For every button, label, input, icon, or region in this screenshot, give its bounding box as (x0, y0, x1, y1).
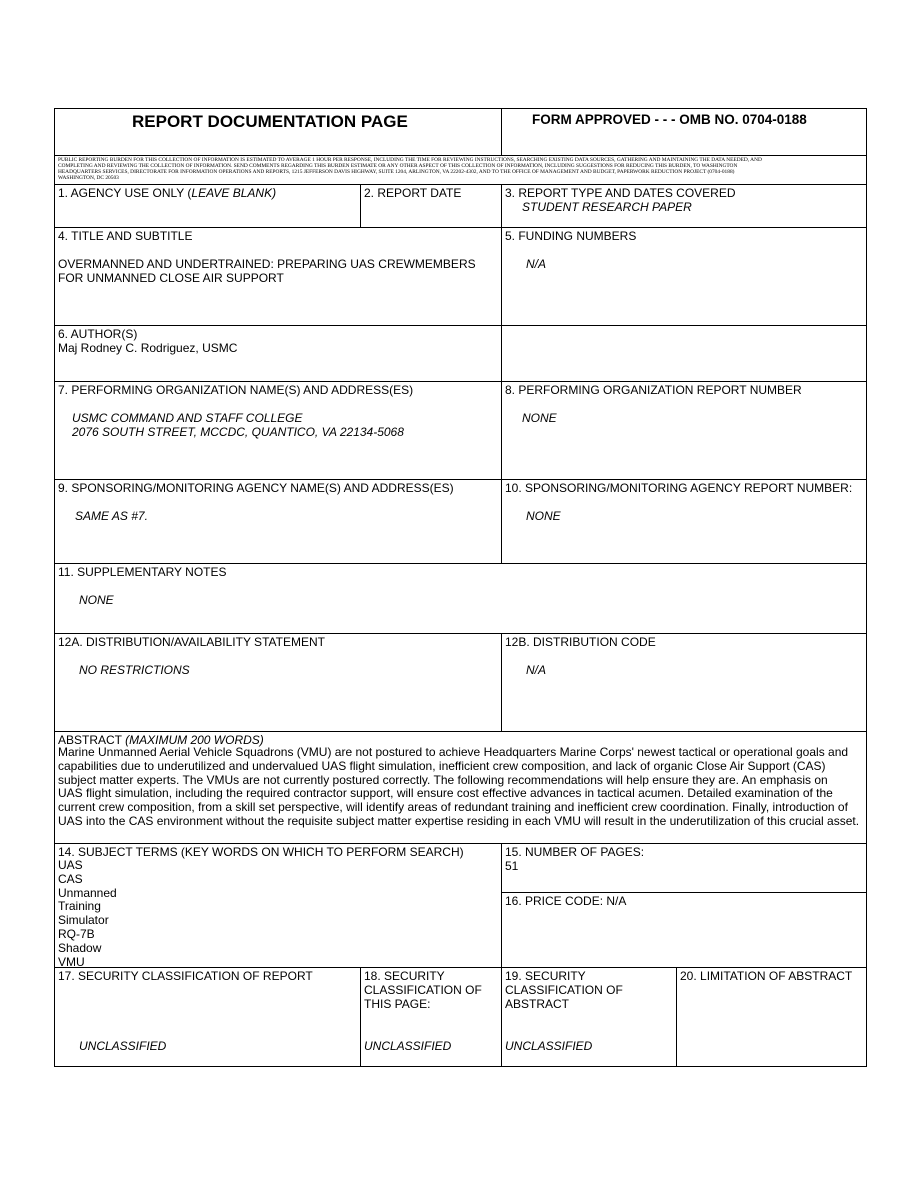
abstract-line: Marine Unmanned Aerial Vehicle Squadrons (VMU) are not postured to achieve Headquarters Marine Corps' newest tactical or operational goals and (58, 745, 849, 759)
block-12a-value: NO RESTRICTIONS (79, 663, 190, 677)
block-20-label: 20. LIMITATION OF ABSTRACT (680, 969, 853, 983)
block-3-label: 3. REPORT TYPE AND DATES COVERED (505, 186, 736, 200)
block-7-value-line2: 2076 SOUTH STREET, MCCDC, QUANTICO, VA 22134-5068 (72, 425, 404, 439)
abstract-text (58, 746, 866, 829)
block-14-label: 14. SUBJECT TERMS (KEY WORDS ON WHICH TO PERFORM SEARCH) (58, 845, 464, 859)
abstract-line: UAS into the CAS environment without the requisite subject matter expertise residing in each VMU will result in the underutilization of this crucial asset. (58, 813, 860, 828)
header-title-cell (55, 109, 501, 155)
block-12b-distribution-code[interactable] (501, 633, 866, 731)
block-15-value: 51 (505, 859, 519, 873)
block-10-sponsoring-report-number[interactable] (501, 479, 866, 563)
subject-terms-list (58, 859, 117, 969)
burden-notice (58, 157, 863, 181)
block-17-security-report[interactable] (55, 967, 360, 1066)
block-3-value: STUDENT RESEARCH PAPER (522, 200, 692, 214)
abstract-label-italic: (MAXIMUM 200 WORDS) (125, 733, 264, 747)
block-6-right-blank (501, 325, 866, 381)
block-18-value: UNCLASSIFIED (364, 1039, 452, 1053)
abstract-line: current crew composition, from a skill set perspective, will identify areas of redundant training and inefficient crew coordination. Finally, introduction of (58, 800, 848, 815)
page-title: REPORT DOCUMENTATION PAGE (132, 112, 408, 131)
block-18-label-line1: 18. SECURITY (364, 969, 445, 983)
block-16-label: 16. PRICE CODE: N/A (505, 894, 627, 908)
subject-term: VMU (58, 954, 85, 969)
block-10-value: NONE (526, 509, 561, 523)
abstract-label-text: ABSTRACT (58, 733, 126, 747)
block-18-label-line2: CLASSIFICATION OF (364, 983, 482, 997)
block-1-label-italic: LEAVE BLANK) (191, 186, 277, 200)
block-11-value: NONE (79, 593, 114, 607)
block-17-value: UNCLASSIFIED (79, 1039, 167, 1053)
block-19-security-abstract[interactable] (501, 967, 676, 1066)
block-16-price-code[interactable] (501, 892, 866, 967)
block-11-label: 11. SUPPLEMENTARY NOTES (58, 565, 227, 579)
subject-term: Unmanned (58, 885, 117, 900)
block-6-value: Maj Rodney C. Rodriguez, USMC (58, 341, 238, 355)
abstract-line: capabilities due to underutilized and undervalued UAS flight simulation, inefficient crew composition, and lack of organic Close Air Support (CAS) (58, 758, 826, 773)
block-7-value-line1: USMC COMMAND AND STAFF COLLEGE (72, 411, 303, 425)
block-17-label: 17. SECURITY CLASSIFICATION OF REPORT (58, 969, 313, 983)
block-11-supplementary-notes[interactable] (55, 563, 866, 633)
block-9-value: SAME AS #7. (75, 509, 148, 523)
block-19-label-line1: 19. SECURITY (505, 969, 586, 983)
block-12a-distribution-statement[interactable] (55, 633, 501, 731)
block-8-performing-report-number[interactable] (501, 381, 866, 479)
abstract-line: UAS flight simulation, including the required contractor support, will ensure cost effective advances in tactical acumen. Detailed examination of the (58, 786, 833, 801)
block-14-subject-terms[interactable] (55, 843, 501, 967)
block-4-value-line2: FOR UNMANNED CLOSE AIR SUPPORT (58, 271, 284, 285)
burden-notice-line: HEADQUARTERS SERVICES, DIRECTORATE FOR INFORMATION OPERATIONS AND REPORTS, 1215 JEFFERSON DAVIS HIGHWAY, SUITE 1204, ARLINGTON, VA 22202-4302, AND TO THE OFFICE OF MANAGEMENT AND BUDGET, PAPERWORK REDUCTION PROJECT (0704-0188) (58, 169, 735, 175)
header-approval-cell (501, 109, 866, 155)
block-19-value: UNCLASSIFIED (505, 1039, 593, 1053)
block-4-label: 4. TITLE AND SUBTITLE (58, 229, 193, 243)
burden-notice-line: PUBLIC REPORTING BURDEN FOR THIS COLLECTION OF INFORMATION IS ESTIMATED TO AVERAGE 1 HOUR PER RESPONSE, INCLUDING THE TIME FOR REVIEWING INSTRUCTIONS, SEARCHING EXISTING DATA SOURCES, GATHERING AND MAINTAINING THE DATA NEEDED, AND (58, 157, 762, 163)
block-19-label-line3: ABSTRACT (505, 997, 570, 1011)
block-9-sponsoring-agency[interactable] (55, 479, 501, 563)
block-7-performing-org[interactable] (55, 381, 501, 479)
block-5-value: N/A (526, 257, 547, 271)
block-5-funding[interactable] (501, 227, 866, 325)
block-20-limitation-abstract[interactable] (676, 967, 866, 1066)
block-2-label: 2. REPORT DATE (364, 186, 462, 200)
block-12b-label: 12B. DISTRIBUTION CODE (505, 635, 656, 649)
subject-term: UAS (58, 858, 83, 872)
block-9-label: 9. SPONSORING/MONITORING AGENCY NAME(S) AND ADDRESS(ES) (58, 481, 454, 495)
form-approved-label: FORM APPROVED - - - OMB NO. 0704-0188 (532, 112, 807, 127)
block-4-value-line1: OVERMANNED AND UNDERTRAINED: PREPARING UAS CREWMEMBERS (58, 257, 476, 271)
block-6-label: 6. AUTHOR(S) (58, 327, 138, 341)
subject-term: Simulator (58, 913, 109, 928)
burden-notice-line: WASHINGTON, DC 20503 (58, 175, 119, 181)
block-18-label-line3: THIS PAGE: (364, 997, 431, 1011)
block-8-value: NONE (522, 411, 557, 425)
block-4-title[interactable] (55, 227, 501, 325)
block-2-report-date[interactable] (360, 184, 501, 227)
subject-term: Training (58, 899, 101, 914)
block-19-label-line2: CLASSIFICATION OF (505, 983, 623, 997)
block-10-label: 10. SPONSORING/MONITORING AGENCY REPORT NUMBER: (505, 481, 853, 495)
block-12b-value: N/A (526, 663, 547, 677)
burden-notice-line: COMPLETING AND REVIEWING THE COLLECTION OF INFORMATION. SEND COMMENTS REGARDING THIS BURDEN ESTIMATE OR ANY OTHER ASPECT OF THIS COLLECTION OF INFORMATION, INCLUDING SUGGESTIONS FOR REDUCING THIS BURDEN, TO WASHINGTON (58, 163, 738, 169)
block-1-agency-use[interactable] (55, 184, 360, 227)
abstract-line: subject matter experts. The VMUs are not currently postured correctly. The following recommendations will help ensure they are. An emphasis on (58, 772, 828, 787)
block-8-label: 8. PERFORMING ORGANIZATION REPORT NUMBER (505, 383, 802, 397)
block-18-security-page[interactable] (360, 967, 501, 1066)
block-1-label (58, 186, 276, 200)
subject-term: RQ-7B (58, 926, 95, 941)
block-3-report-type[interactable] (501, 184, 866, 227)
block-15-label: 15. NUMBER OF PAGES: (505, 845, 645, 859)
block-1-label-text: 1. AGENCY USE ONLY ( (58, 186, 192, 200)
report-documentation-form (54, 108, 867, 1067)
subject-term: Shadow (58, 940, 102, 955)
block-7-label: 7. PERFORMING ORGANIZATION NAME(S) AND ADDRESS(ES) (58, 383, 414, 397)
block-15-number-of-pages[interactable] (501, 843, 866, 892)
block-12a-label: 12A. DISTRIBUTION/AVAILABILITY STATEMENT (58, 635, 325, 649)
subject-term: CAS (58, 871, 83, 886)
block-5-label: 5. FUNDING NUMBERS (505, 229, 637, 243)
block-6-author[interactable] (55, 325, 501, 381)
